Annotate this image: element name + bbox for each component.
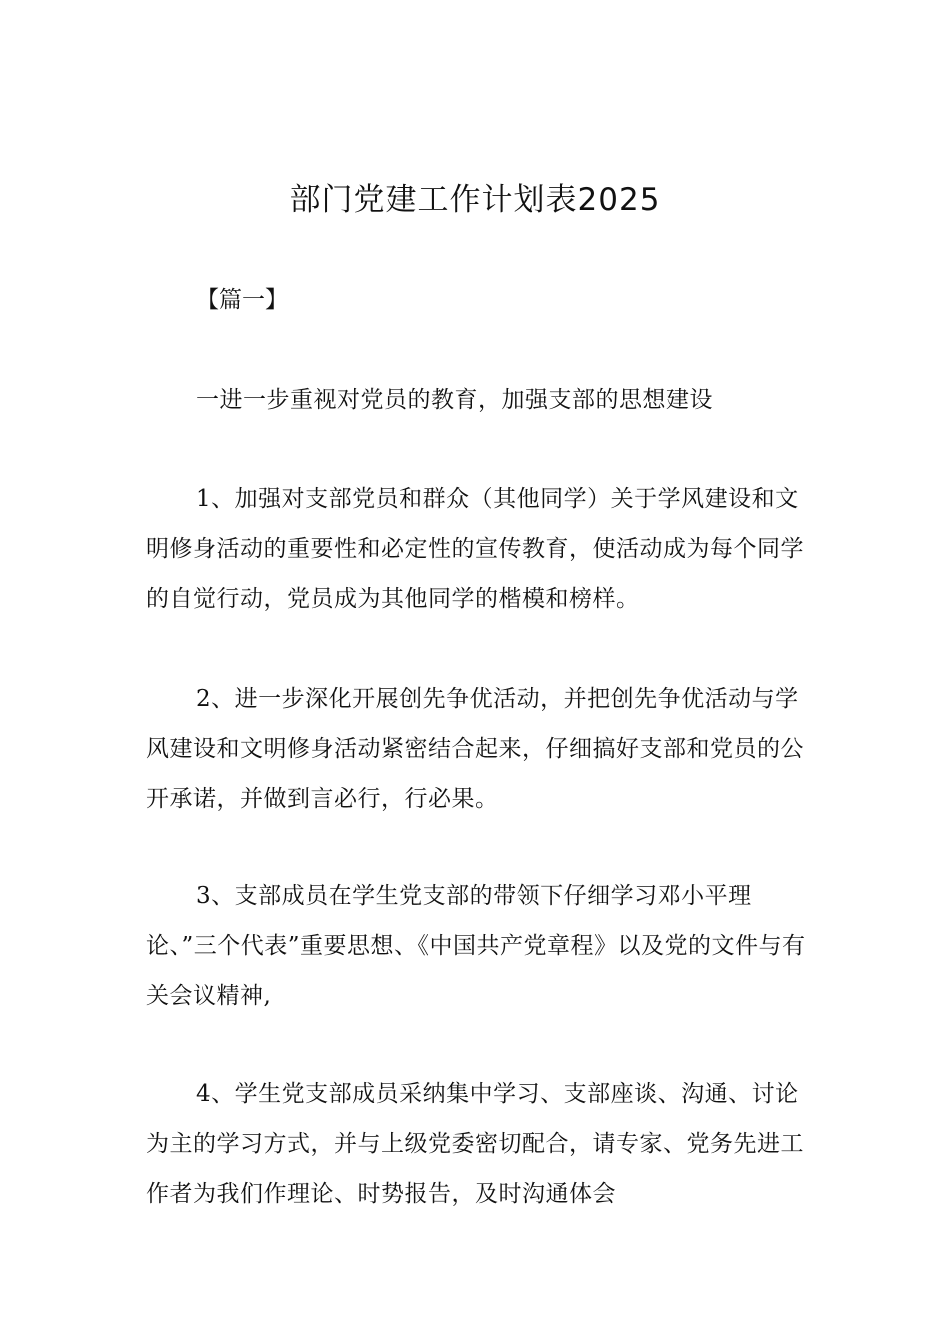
paragraph-heading: 一进一步重视对党员的教育，加强支部的思想建设	[196, 387, 713, 413]
section-label: 【篇一】	[196, 287, 288, 313]
paragraph-item-1: 1、加强对支部党员和群众（其他同学）关于学风建设和文明修身活动的重要性和必定性的宣传教育，使活动成为每个同学的自觉行动，党员成为其他同学的楷模和榜样。	[146, 486, 804, 612]
paragraph-item-4: 4、学生党支部成员采纳集中学习、支部座谈、沟通、讨论为主的学习方式，并与上级党委密切配合，请专家、党务先进工作者为我们作理论、时势报告，及时沟通体会	[146, 1081, 804, 1207]
paragraph-item-2: 2、进一步深化开展创先争优活动，并把创先争优活动与学风建设和文明修身活动紧密结合起来，仔细搞好支部和党员的公开承诺，并做到言必行，行必果。	[146, 686, 804, 812]
document-title: 部门党建工作计划表2025	[289, 182, 661, 218]
paragraph-item-3: 3、支部成员在学生党支部的带领下仔细学习邓小平理论、”三个代表”重要思想、《中国共产党章程》以及党的文件与有关会议精神,	[146, 883, 806, 1009]
